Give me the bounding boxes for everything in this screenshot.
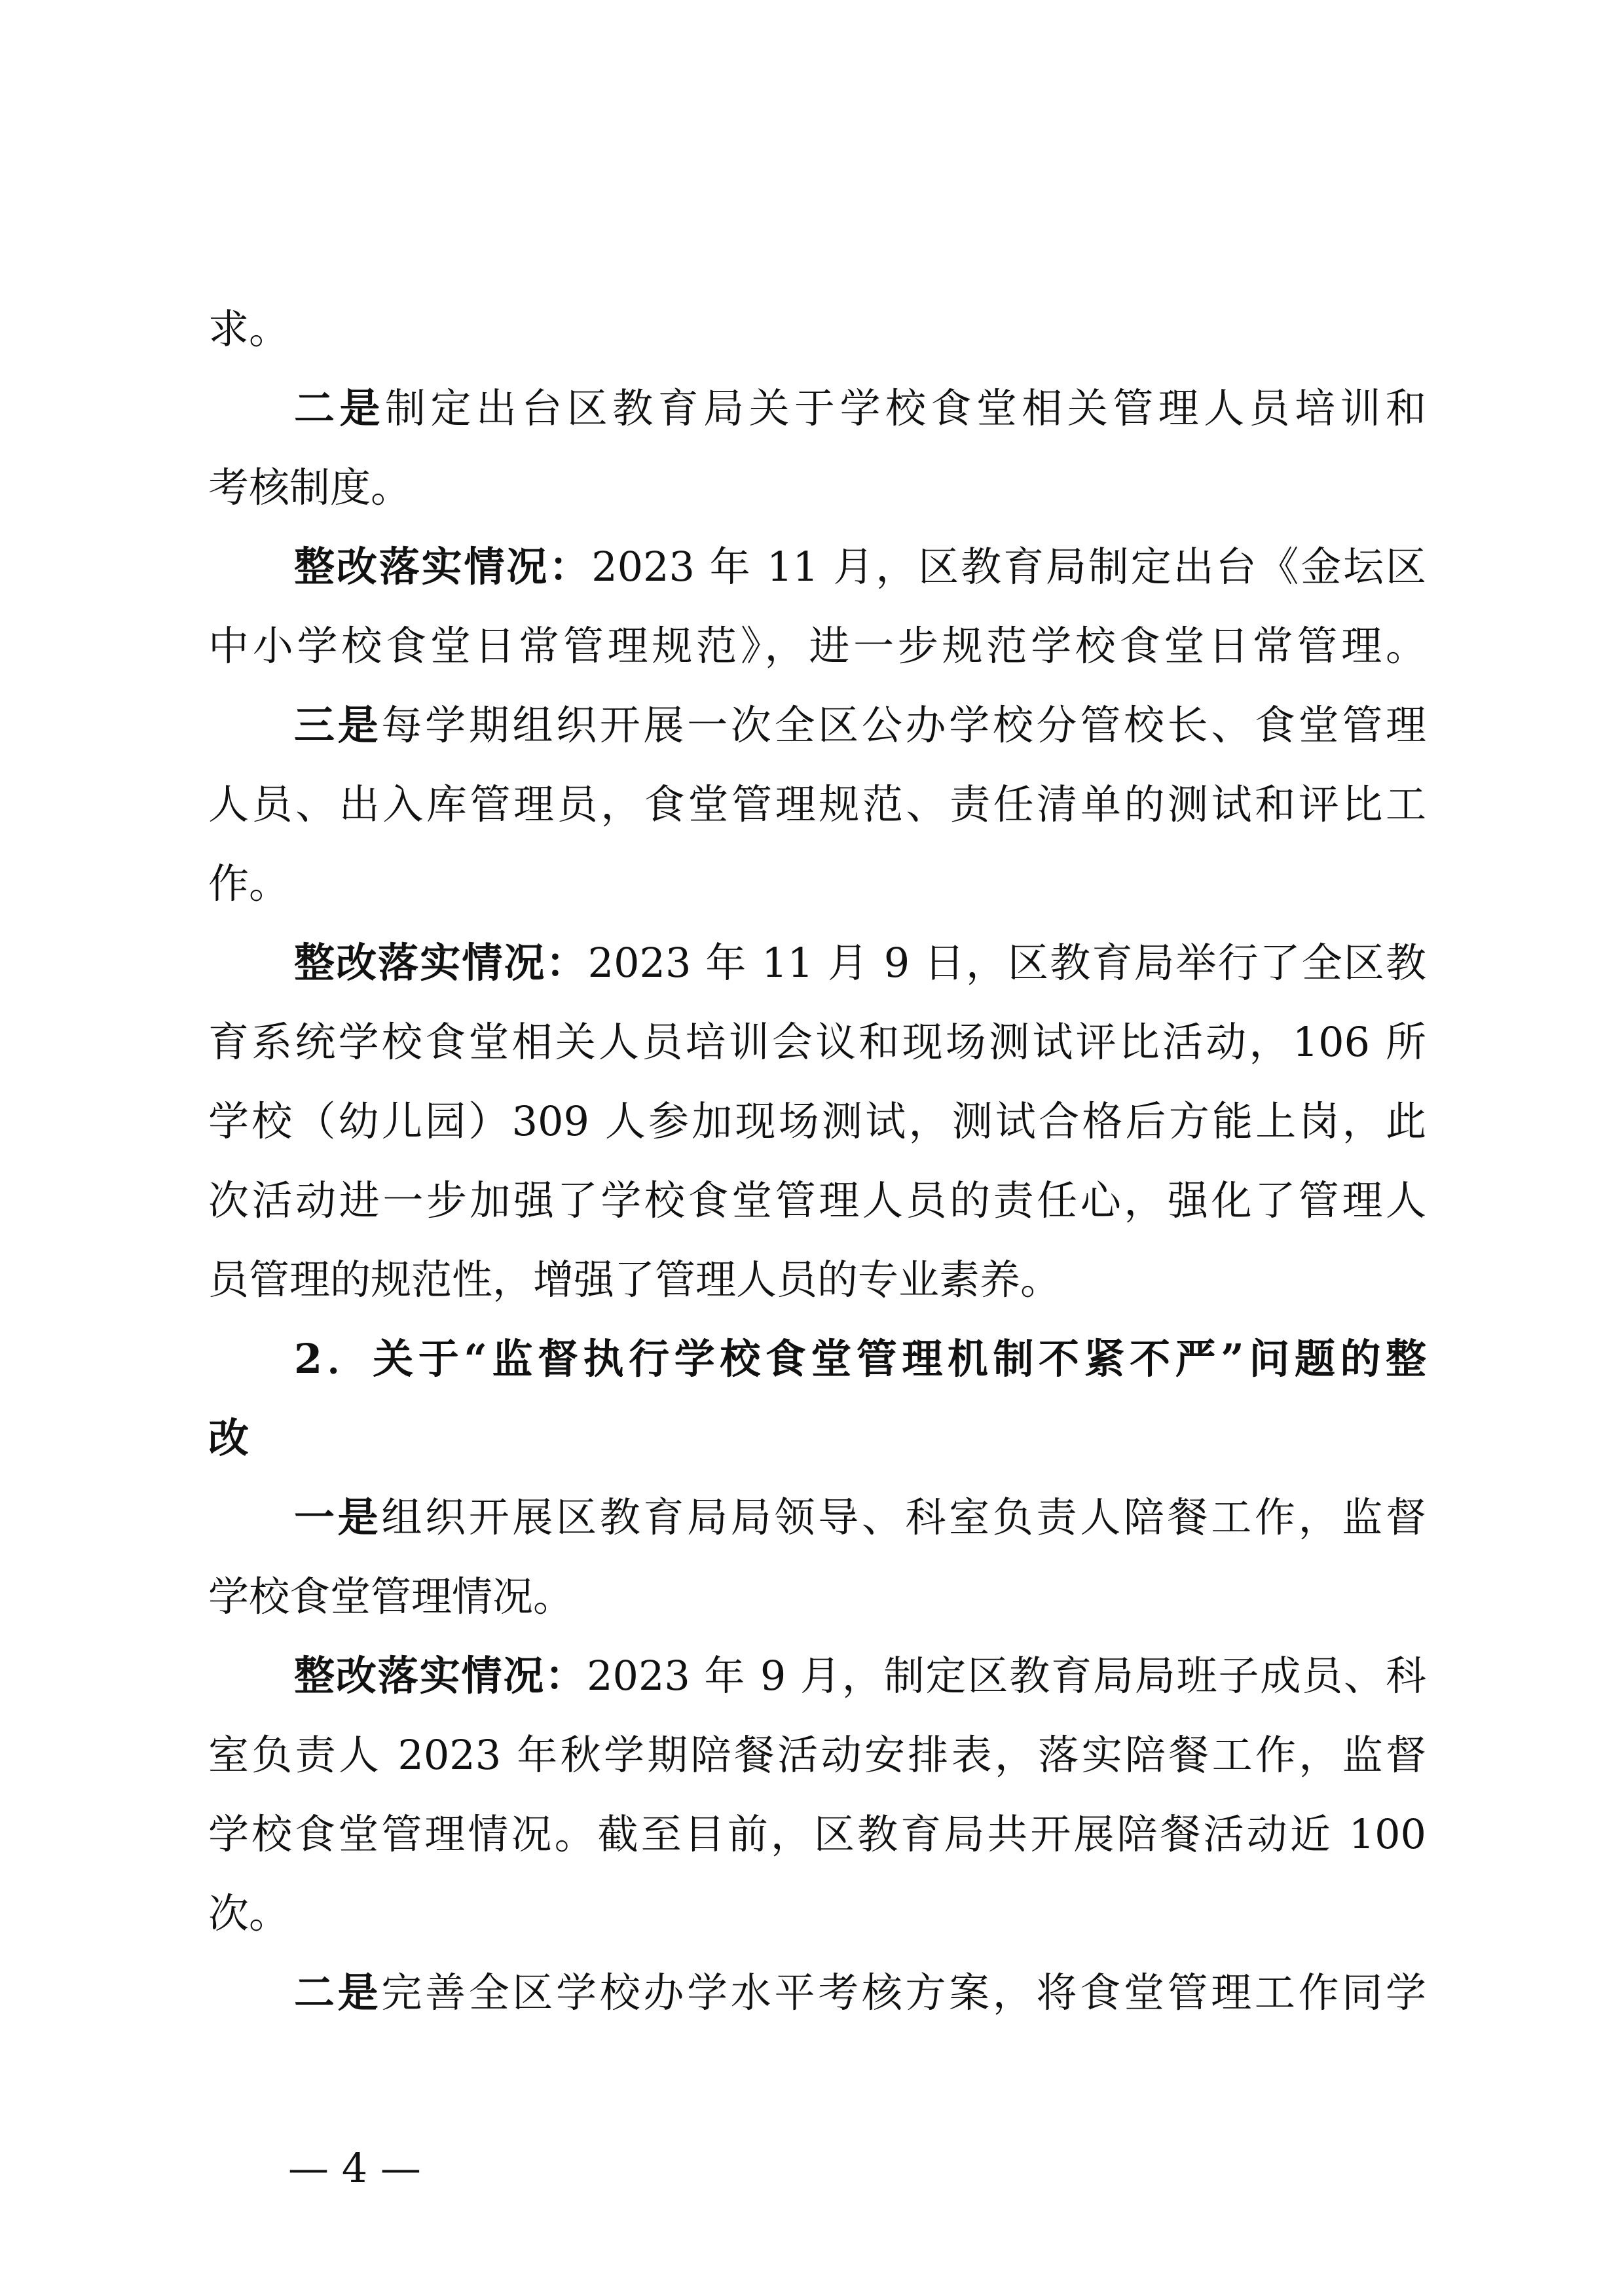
text-line-6 [294, 686, 1426, 765]
text-line-9 [294, 924, 1426, 1002]
text-line-5 [208, 607, 1426, 685]
text-line-13 [208, 1241, 1426, 1319]
line-text: 次活动进一步加强了学校食堂管理人员的责任心，强化了管理人 [208, 1176, 1426, 1224]
text-line-12 [208, 1161, 1426, 1240]
text-line-16 [294, 1478, 1426, 1557]
text-line-8 [208, 845, 1426, 923]
line-text: 完善全区学校办学水平考核方案，将食堂管理工作同学 [381, 1969, 1426, 2016]
text-line-10 [208, 1003, 1426, 1082]
text-line-22 [294, 1954, 1426, 2032]
line-text: 次。 [208, 1889, 290, 1937]
text-line-1 [208, 290, 1426, 369]
line-lead: 一是 [294, 1493, 382, 1541]
section-title: 关于“监督执行学校食堂管理机制不紧不严”问题的整 [373, 1335, 1427, 1383]
text-line-17 [208, 1558, 1426, 1636]
section-heading-line [294, 1320, 1426, 1398]
section-number: 2． [294, 1335, 373, 1383]
line-text: 2023 年 9 月，制定区教育局局班子成员、科 [587, 1652, 1426, 1700]
line-text: 作。 [208, 860, 290, 907]
text-line-2 [294, 369, 1426, 448]
section-heading-continuation [208, 1399, 1426, 1478]
section-title: 改 [208, 1414, 249, 1462]
line-text: 学校（幼儿园）309 人参加现场测试，测试合格后方能上岗，此 [208, 1097, 1426, 1145]
line-text: 学校食堂管理情况。 [208, 1573, 574, 1620]
line-text: 考核制度。 [208, 464, 412, 511]
line-lead: 二是 [294, 1969, 382, 2016]
line-text: 学校食堂管理情况。截至目前，区教育局共开展陪餐活动近 100 [208, 1810, 1426, 1858]
line-text: 求。 [208, 305, 290, 353]
text-line-20 [208, 1795, 1426, 1874]
line-text: 2023 年 11 月，区教育局制定出台《金坛区 [591, 543, 1426, 591]
line-lead: 整改落实情况： [294, 1652, 587, 1700]
text-line-4 [294, 528, 1426, 606]
line-text: 2023 年 11 月 9 日，区教育局举行了全区教 [587, 939, 1426, 987]
text-line-11 [208, 1082, 1426, 1161]
text-line-18 [294, 1637, 1426, 1715]
line-text: 每学期组织开展一次全区公办学校分管校长、食堂管理 [381, 701, 1426, 749]
page-number: — 4 — [288, 2144, 421, 2192]
line-text: 员管理的规范性，增强了管理人员的专业素养。 [208, 1256, 1061, 1303]
text-line-21 [208, 1874, 1426, 1953]
line-text: 中小学校食堂日常管理规范》，进一步规范学校食堂日常管理。 [208, 622, 1426, 670]
line-text: 育系统学校食堂相关人员培训会议和现场测试评比活动，106 所 [208, 1018, 1426, 1066]
line-lead: 整改落实情况： [294, 543, 592, 591]
text-line-7 [208, 765, 1426, 844]
line-lead: 三是 [294, 701, 382, 749]
text-line-19 [208, 1716, 1426, 1795]
text-line-3 [208, 448, 1426, 527]
line-text: 组织开展区教育局局领导、科室负责人陪餐工作，监督 [381, 1493, 1426, 1541]
line-text: 人员、出入库管理员，食堂管理规范、责任清单的测试和评比工 [208, 780, 1426, 828]
line-text: 制定出台区教育局关于学校食堂相关管理人员培训和 [384, 384, 1426, 432]
line-lead: 整改落实情况： [294, 939, 588, 987]
line-lead: 二是 [294, 384, 385, 432]
line-text: 室负责人 2023 年秋学期陪餐活动安排表，落实陪餐工作，监督 [208, 1731, 1426, 1779]
